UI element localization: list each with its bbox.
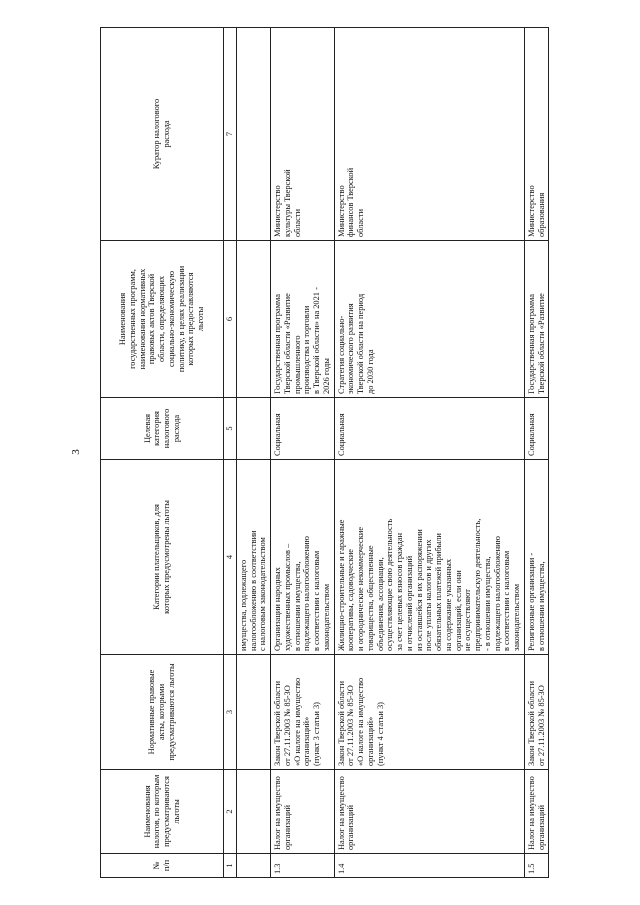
table-row: [524, 28, 549, 878]
table-cell: Государственная программа Тверской области «Развитие: [524, 241, 549, 398]
table-cell: Стратегия социально- экономического развития Тверской области на период до 2030 года: [334, 241, 524, 398]
rotated-page-content: [100, 28, 610, 878]
table-cell: Социальная: [334, 398, 524, 460]
column-number-row: [224, 28, 237, 878]
table-cell: [236, 655, 270, 770]
column-number: 4: [224, 460, 237, 655]
table-cell: Налог на имущество организаций: [271, 770, 335, 854]
table-cell: 1.5: [524, 854, 549, 878]
table-cell: Организации народных художественных промыслов – в отношении имущества, подлежащего налогообложению в соответствии с налоговым законодательством: [271, 460, 335, 655]
table-cell: Жилищно-строительные и гаражные кооперативы, садоводческие и огороднические некоммерческие товарищества, общественные объединения, ассоциации, осуществляющие свою деятельность за счет целевых взносов граждан и отчислений организаций из оставшейся в их распоряжении после уплаты налогов и других обязательных платежей прибыли на содержание указанных организаций, если они не осуществляют предпринимательскую деятельность, - в отношении имущества, подлежащего налогообложению в соответствии с налоговым законодательством: [334, 460, 524, 655]
column-number: 1: [224, 854, 237, 878]
tax-benefits-table: [100, 27, 549, 878]
header-cell: Целевая категория налогового расхода: [101, 398, 224, 460]
table-header-row: [101, 28, 224, 878]
column-number: 5: [224, 398, 237, 460]
column-number: 3: [224, 655, 237, 770]
header-cell: № п/п: [101, 854, 224, 878]
header-cell: Категории плательщиков, для которых предусмотрены льготы: [101, 460, 224, 655]
table-cell: имущества, подлежащего налогообложению в соответствии с налоговым законодательством: [236, 460, 270, 655]
column-number: 2: [224, 770, 237, 854]
column-number: 6: [224, 241, 237, 398]
header-cell: Нормативные правовые акты, которыми предусматриваются льготы: [101, 655, 224, 770]
header-cell: Куратор налогового расхода: [101, 28, 224, 241]
table-cell: Министерство культуры Тверской области: [271, 28, 335, 241]
table-cell: Государственная программа Тверской области «Развитие промышленного производства и торговли в Тверской области» на 2021 - 2026 годы: [271, 241, 335, 398]
table-cell: [236, 28, 270, 241]
table-row: [334, 28, 524, 878]
table-cell: Налог на имущество организаций: [524, 770, 549, 854]
table-cell: Социальная: [271, 398, 335, 460]
table-cell: Министерство финансов Тверской области: [334, 28, 524, 241]
table-cell: [236, 398, 270, 460]
table-cell: Социальная: [524, 398, 549, 460]
table-cell: Налог на имущество организаций: [334, 770, 524, 854]
table-row: [236, 28, 270, 878]
page-number: 3: [70, 449, 82, 455]
table-cell: [236, 854, 270, 878]
table-cell: Закон Тверской области от 27.11.2003 № 85-ЗО «О налоге на имущество организаций» (пункт 3 статьи 3): [271, 655, 335, 770]
column-number: 7: [224, 28, 237, 241]
table-cell: Закон Тверской области от 27.11.2003 № 85-ЗО: [524, 655, 549, 770]
header-cell: Наименования налогов, по которым предусматриваются льготы: [101, 770, 224, 854]
table-cell: 1.4: [334, 854, 524, 878]
table-cell: Закон Тверской области от 27.11.2003 № 85-ЗО «О налоге на имущество организаций» (пункт 4 статьи 3): [334, 655, 524, 770]
table-cell: Религиозные организации - в отношении имущества,: [524, 460, 549, 655]
table-cell: [236, 241, 270, 398]
table-cell: Министерство образования: [524, 28, 549, 241]
table-cell: [236, 770, 270, 854]
header-cell: Наименования государственных программ, наименования нормативных правовых актов Тверской области, определяющих социально-экономическую политику, в целях реализации которых предоставляются льготы: [101, 241, 224, 398]
table-row: [271, 28, 335, 878]
table-cell: 1.3: [271, 854, 335, 878]
